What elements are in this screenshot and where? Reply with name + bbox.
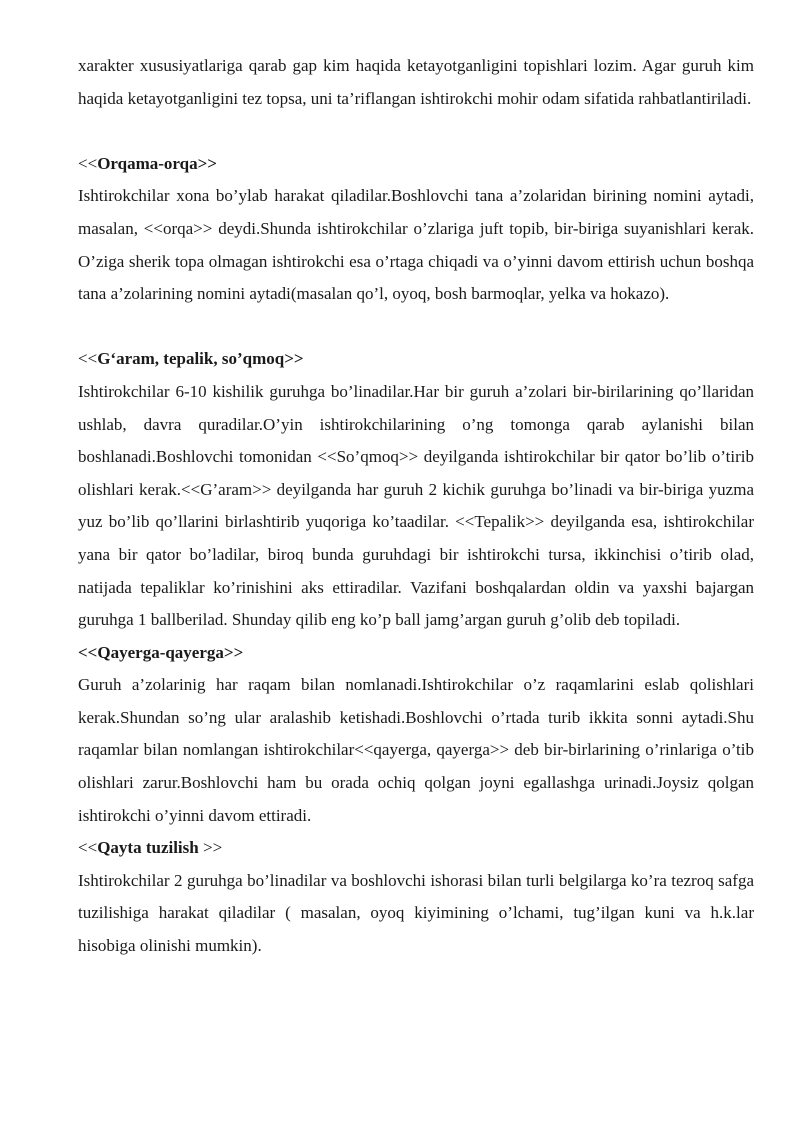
heading-garam (78, 343, 754, 376)
paragraph-qayerga: Guruh a’zolarinig har raqam bilan nomlanadi.Ishtirokchilar o’z raqamlarini eslab qolishlari kerak.Shundan so’ng ular aralashib ketishadi.Boshlovchi o’rtada turib ikkita sonni aytadi.Shu raqamlar bilan nomlangan ishtirokchilar<<qayerga, qayerga>> deb bir-birlarining o’rinlariga o’tib olishlari zarur.Boshlovchi ham bu orada ochiq qolgan joyni egallashga urinadi.Joysiz qolgan ishtirokchi o’yinni davom ettiradi. (78, 675, 754, 825)
document-page (78, 50, 754, 963)
heading-title: G‘aram, tepalik, so’qmoq>> (97, 349, 304, 369)
paragraph-qayta-tuzilish: Ishtirokchilar 2 guruhga bo’linadilar va boshlovchi ishorasi bilan turli belgilarga ko’ra tezroq safga tuzilishiga harakat qiladilar ( masalan, oyoq kiyimining o’lchami, tug’ilgan kuni va h.k.lar hisobiga olinishi mumkin). (78, 870, 754, 956)
heading-title: Qayta tuzilish (97, 838, 199, 858)
heading-open-marker: << (78, 153, 98, 173)
heading-qayta-tuzilish (78, 832, 754, 865)
paragraph-gap (78, 115, 754, 148)
paragraph-intro: xarakter xususiyatlariga qarab gap kim haqida ketayotganligini topishlari lozim. Agar guruh kim haqida ketayotganligini tez topsa, uni ta’riflangan ishtirokchi mohir odam sifatida rahbatlantiriladi. (78, 56, 754, 108)
heading-orqama-orqa (78, 148, 754, 181)
paragraph-gap (78, 311, 754, 344)
paragraph-orqama-orqa: Ishtirokchilar xona bo’ylab harakat qiladilar.Boshlovchi tana a’zolaridan birining nomini aytadi, masalan, <<orqa>> deydi.Shunda ishtirokchilar o’zlariga juft topib, bir-biriga suyanishlari kerak. O’ziga sherik topa olmagan ishtirokchi esa o’rtaga chiqadi va o’yinni davom ettirish uchun boshqa tana a’zolarining nomini aytadi(masalan qo’l, oyoq, bosh barmoqlar, yelka va hokazo). (78, 186, 754, 304)
heading-title: <<Qayerga-qayerga>> (78, 642, 244, 662)
paragraph-garam: Ishtirokchilar 6-10 kishilik guruhga bo’linadilar.Har bir guruh a’zolari bir-birilarining qo’llaridan ushlab, davra quradilar.O’yin ishtirokchilarining o’ng tomonga qarab aylanishi bilan boshlanadi.Boshlovchi tomonidan <<So’qmoq>> deyilganda ishtirokchilar bir qator bo’lib o’tirib olishlari kerak.<<G’aram>> deyilganda har guruh 2 kichik guruhga bo’linadi va bir-biriga yuzma yuz bo’lib qo’llarini birlashtirib yuqoriga ko’taadilar. <<Tepalik>> deyilganda esa, ishtirokchilar yana bir qator bo’ladilar, biroq bunda guruhdagi bir ishtirokchi tursa, ikkinchisi o’tirib olad, natijada tepaliklar ko’rinishini aks ettiradilar. Vazifani boshqalardan oldin va yaxshi bajargan guruhga 1 ballberilad. Shunday qilib eng ko’p ball jamg’argan guruh g’olib deb topiladi. (78, 381, 754, 630)
heading-open-marker: << (78, 838, 98, 858)
heading-open-marker: << (78, 349, 98, 369)
heading-qayerga (78, 637, 754, 670)
heading-close-marker: >> (198, 838, 223, 858)
heading-title: Orqama-orqa>> (97, 153, 217, 173)
